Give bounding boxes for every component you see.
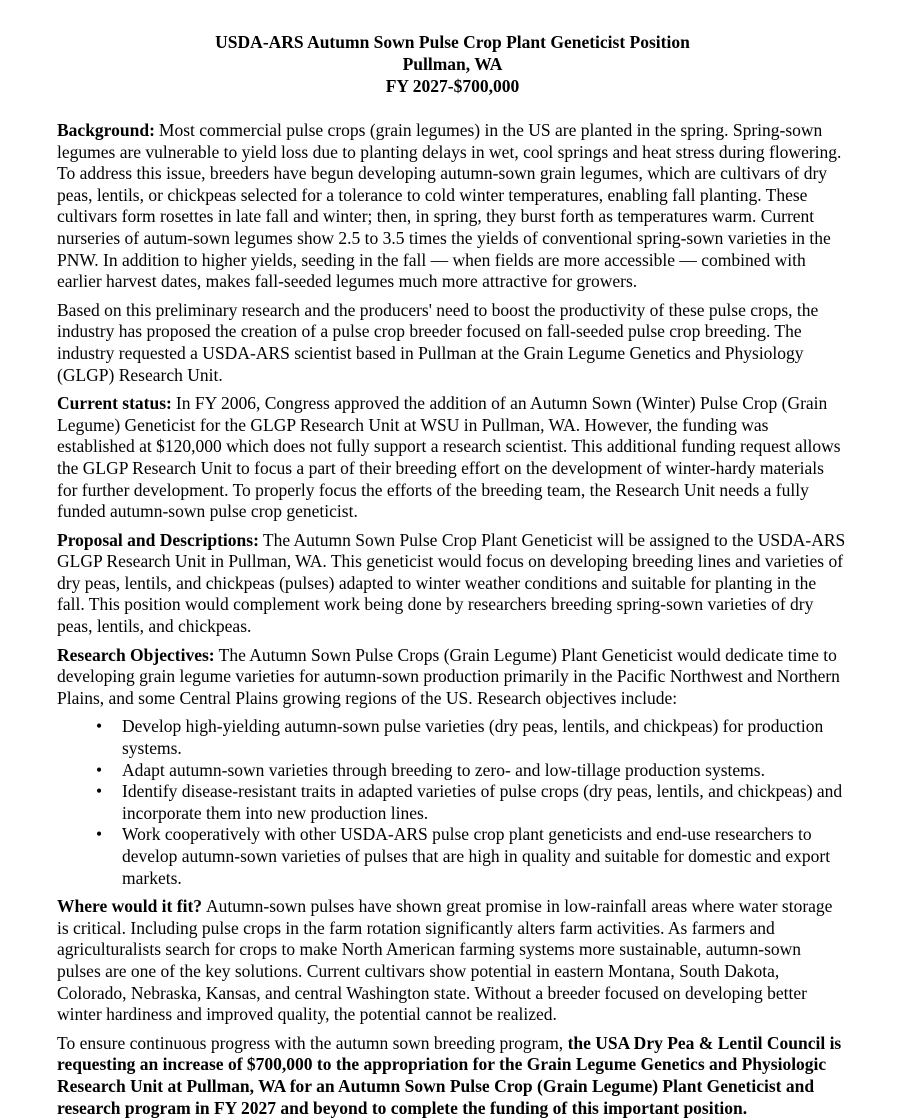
paragraph [57,300,848,386]
paragraph-label: Current status: [57,393,172,414]
document-body [57,120,848,1119]
list-item [57,781,848,824]
paragraph-text: The Autumn Sown Pulse Crop Plant Geneticist will be assigned to the USDA-ARS GLGP Research Unit in Pullman, WA. This geneticist would focus on developing breeding lines and varieties of dry peas, lentils, and chickpeas (pulses) adapted to winter weather conditions and suitable for planting in the fall. This position would complement work being done by researchers breeding spring-sown varieties of dry peas, lentils, and chickpeas. [57,529,846,637]
closing-bold-text: the USA Dry Pea & Lentil Council is requesting an increase of $700,000 to the appropriation for the Grain Legume Genetics and Physiologic Research Unit at Pullman, WA for an Autumn Sown Pulse Crop (Grain Legume) Plant Geneticist and research program in FY 2027 and beyond to complete the funding of this important position. [57,1032,842,1118]
paragraph-text: The Autumn Sown Pulse Crops (Grain Legume) Plant Geneticist would dedicate time to developing grain legume varieties for autumn-sown production primarily in the Pacific Northwest and Northern Plains, and some Central Plains growing regions of the US. Research objectives include: [57,644,840,708]
document-subtitle-funding: FY 2027-$700,000 [385,76,520,96]
list-item [57,760,848,782]
paragraph [57,896,848,1026]
list-item-text: Work cooperatively with other USDA-ARS pulse crop plant geneticists and end-use researchers to develop autumn-sown varieties of pulses that are high in quality and suitable for domestic and export markets. [122,824,831,888]
paragraph-label: Research Objectives: [57,644,215,665]
paragraph-text: Autumn-sown pulses have shown great promise in low-rainfall areas where water storage is critical. Including pulse crops in the farm rotation significantly alters farm activities. As farmers and agriculturalists search for crops to make North American farming systems more sustainable, autumn-sown pulses are one of the key solutions. Current cultivars show potential in eastern Montana, South Dakota, Colorado, Nebraska, Kansas, and central Washington state. Without a breeder focused on developing better winter hardiness and improved quality, the potential cannot be realized. [57,896,833,1025]
paragraph [57,645,848,710]
document-header [57,31,848,97]
closing-lead-text: To ensure continuous progress with the autumn sown breeding program, [57,1032,568,1053]
list-item-text: Adapt autumn-sown varieties through breeding to zero- and low-tillage production systems. [122,759,765,780]
bullet-icon: • [96,824,103,845]
document-subtitle-location: Pullman, WA [402,54,503,74]
list-item-text: Develop high-yielding autumn-sown pulse varieties (dry peas, lentils, and chickpeas) for production systems. [122,716,824,759]
paragraph [57,530,848,638]
paragraph-label: Proposal and Descriptions: [57,529,259,550]
paragraph-label: Background: [57,120,155,140]
paragraph-text: In FY 2006, Congress approved the addition of an Autumn Sown (Winter) Pulse Crop (Grain Legume) Geneticist for the GLGP Research Unit at WSU in Pullman, WA. However, the funding was established at $120,000 which does not fully support a research scientist. This additional funding request allows the GLGP Research Unit to focus a part of their breeding effort on the development of winter-hardy materials for further development. To properly focus the efforts of the breeding team, the Research Unit needs a fully funded autumn-sown pulse crop geneticist. [57,393,841,522]
paragraph [57,120,848,293]
paragraph [57,393,848,523]
paragraph-text: Based on this preliminary research and the producers' need to boost the productivity of these pulse crops, the industry has proposed the creation of a pulse crop breeder focused on fall-seeded pulse crop breeding. The industry requested a USDA-ARS scientist based in Pullman at the Grain Legume Genetics and Physiology (GLGP) Research Unit. [57,299,819,385]
closing-paragraph [57,1033,848,1119]
paragraph-label: Where would it fit? [57,896,203,917]
bullet-icon: • [96,759,103,780]
list-item [57,716,848,759]
list-item-text: Identify disease-resistant traits in adapted varieties of pulse crops (dry peas, lentils, and chickpeas) and incorporate them into new production lines. [122,781,843,823]
document-title: USDA-ARS Autumn Sown Pulse Crop Plant Geneticist Position [215,32,690,52]
bullet-list [57,716,848,889]
bullet-icon: • [96,716,103,737]
bullet-icon: • [96,781,103,802]
list-item [57,824,848,889]
paragraph-text: Most commercial pulse crops (grain legumes) in the US are planted in the spring. Spring-sown legumes are vulnerable to yield loss due to planting delays in wet, cool springs and heat stress during flowering. To address this issue, breeders have begun developing autumn-sown grain legumes, which are cultivars of dry peas, lentils, or chickpeas selected for a tolerance to cold winter temperatures, enabling fall planting. These cultivars form rosettes in late fall and winter; then, in spring, they burst forth as temperatures warm. Current nurseries of autum-sown legumes show 2.5 to 3.5 times the yields of conventional spring-sown varieties in the PNW. In addition to higher yields, seeding in the fall — when fields are more accessible — combined with earlier harvest dates, makes fall-seeded legumes much more attractive for growers. [57,120,842,292]
